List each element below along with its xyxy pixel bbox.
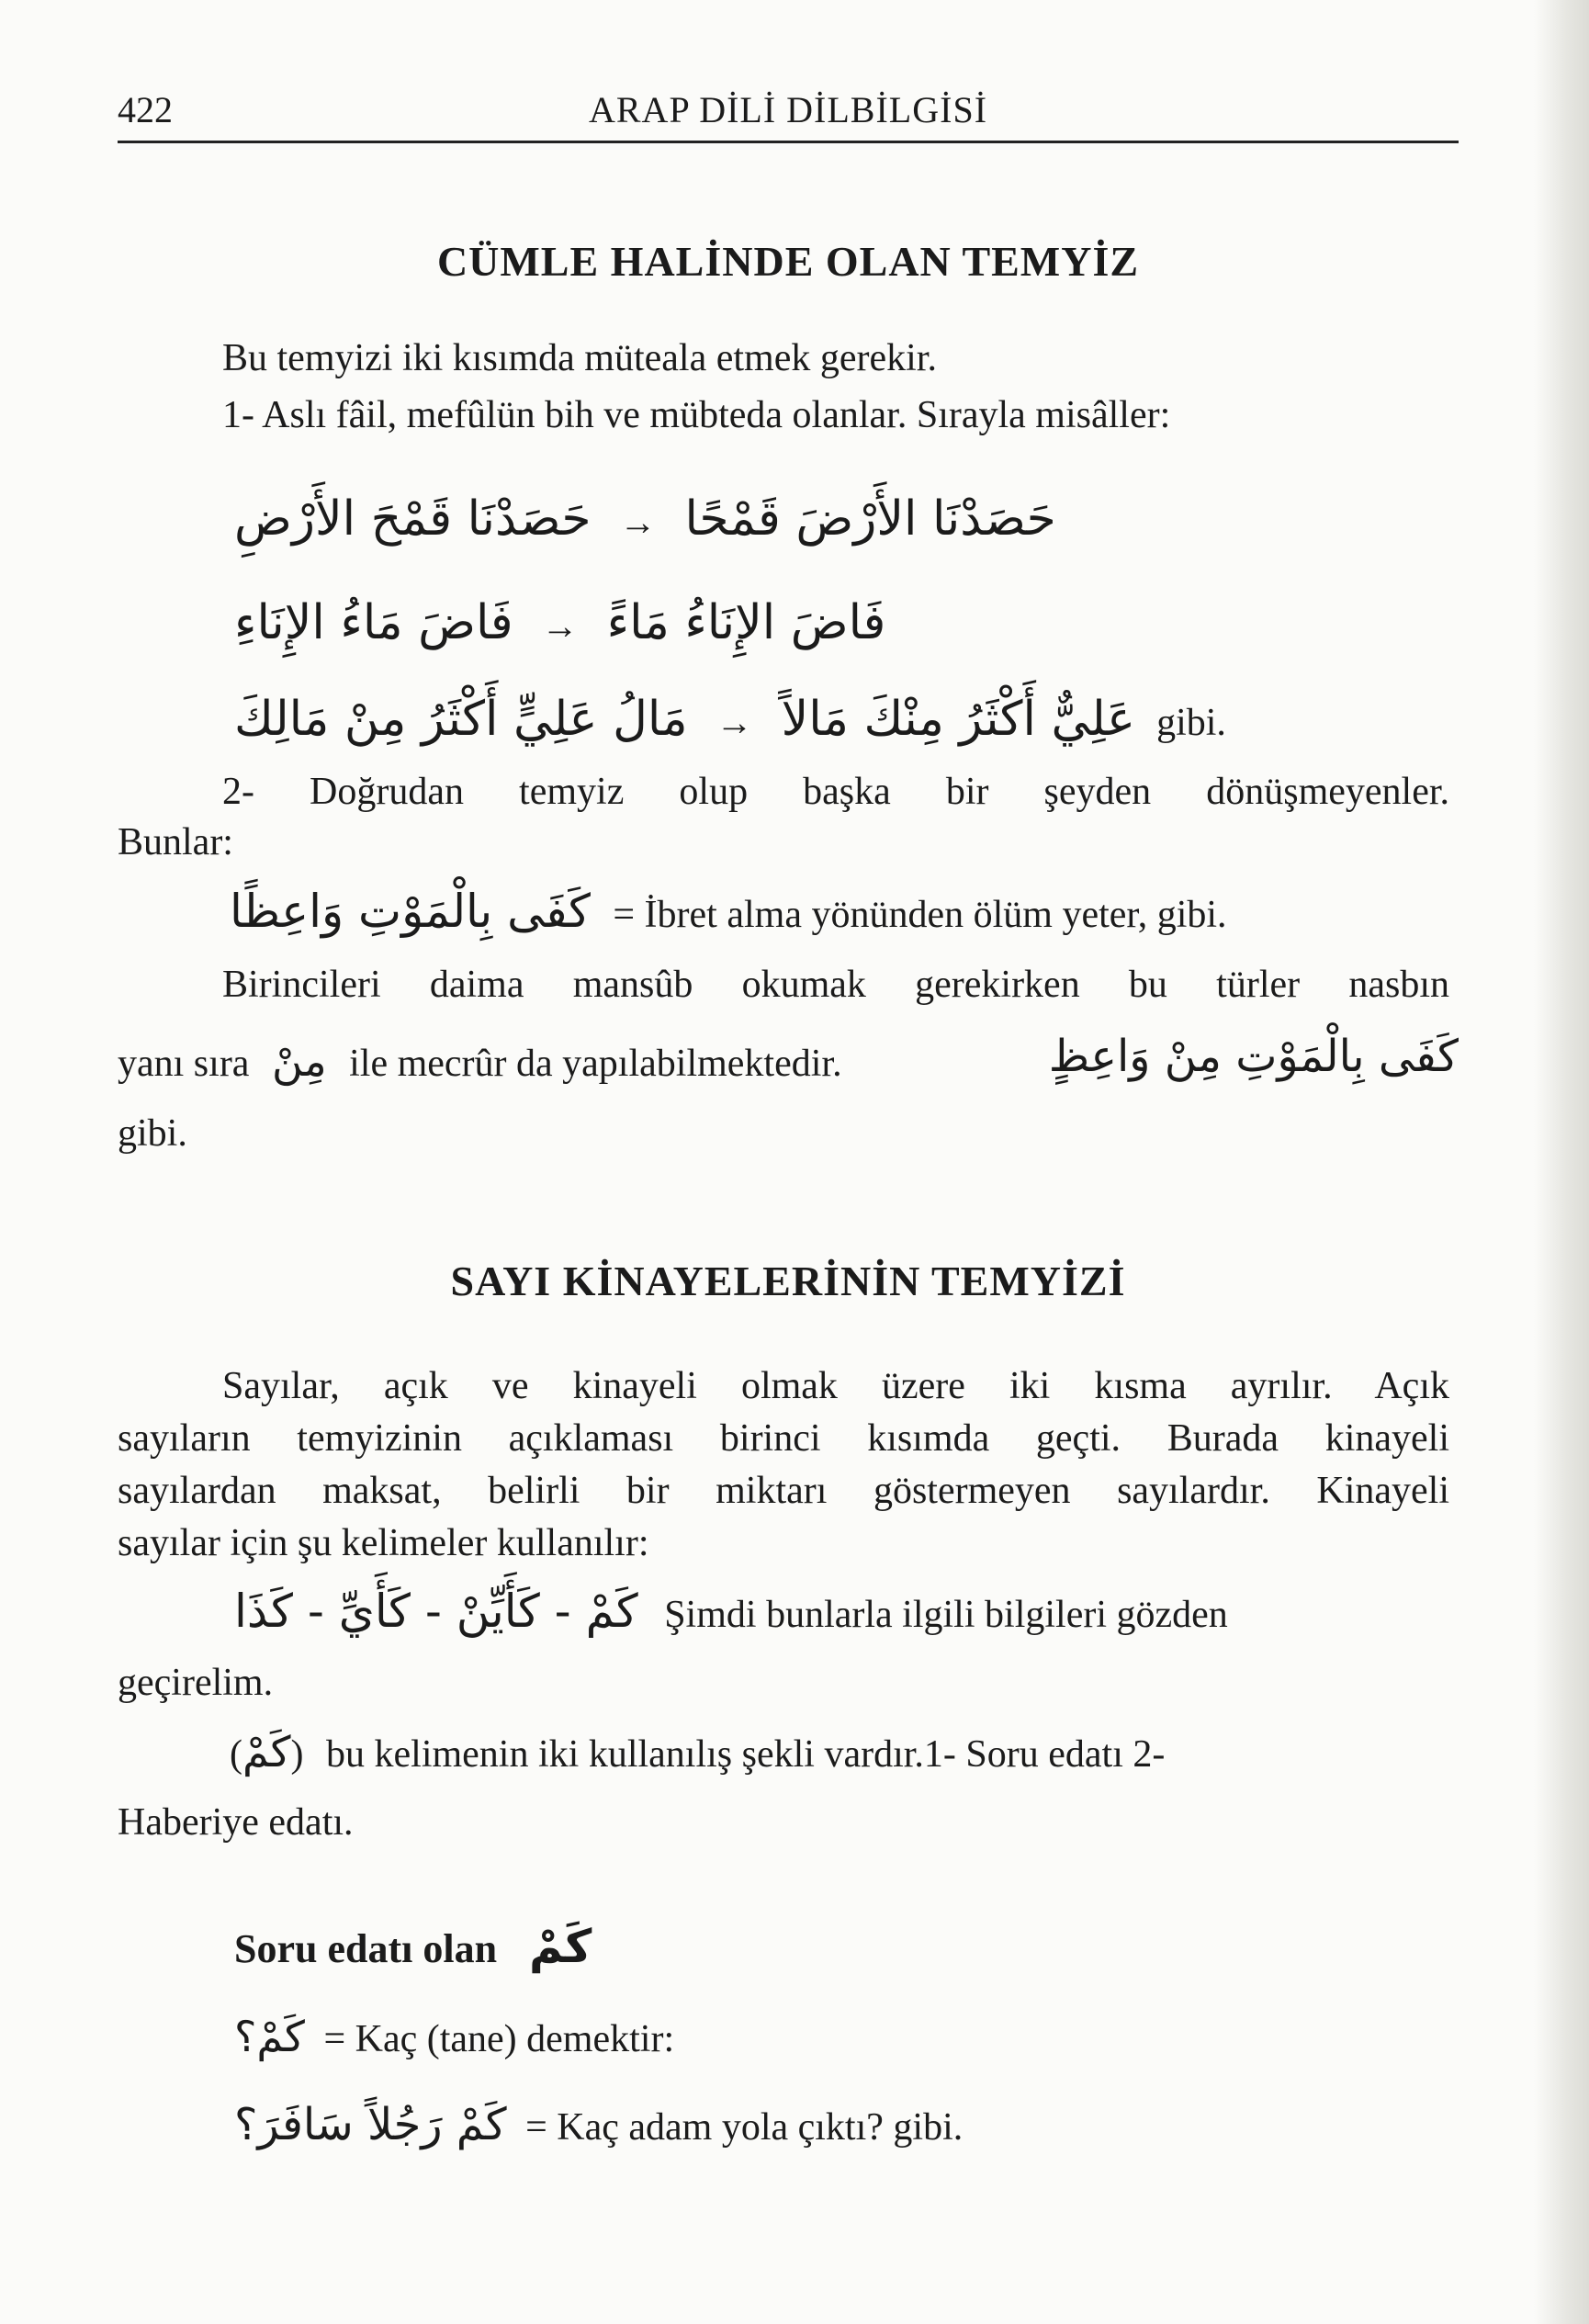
example-1-right: حَصَدْنَا الأَرْضَ قَمْحًا [684,491,1056,547]
kafa-min-arabic: كَفَى بِالْمَوْتِ مِنْ وَاعِظٍ [1048,1031,1459,1082]
example-1-left: حَصَدْنَا قَمْحَ الأَرْضِ [234,491,592,547]
example-3-suffix: gibi. [1156,702,1226,744]
example-2-left: فَاضَ مَاءُ الإِنَاءِ [234,595,513,650]
kinaye-words-line [234,1585,1228,1638]
arrow-icon: → [619,502,657,543]
sayi-line-3: sayılardan maksat, belirli bir miktarı göstermeyen sayılardır. Kinayeli [118,1470,1449,1512]
kafa-meaning: = İbret alma yönünden ölüm yeter, gibi. [613,894,1227,936]
kam-example [234,2099,963,2150]
example-kafa [230,885,1227,938]
item-1-line: 1- Aslı fâil, mefûlün bih ve mübteda olanlar. Sırayla misâller: [222,394,1171,436]
kam-arabic: كَمْ [242,1727,291,1777]
kam-definition [234,2012,674,2061]
kinaye-words-continuation: geçirelim. [118,1662,274,1704]
kinaye-words-text: Şimdi bunlarla ilgili bilgileri gözden [664,1594,1228,1636]
example-2-right: فَاضَ الإِنَاءُ مَاءً [606,595,886,650]
example-3-right: عَلِيٌّ أَكْثَرُ مِنْكَ مَالاً [781,692,1136,747]
sayi-line-1: Sayılar, açık ve kinayeli olmak üzere iki kısma ayrılır. Açık [222,1365,1449,1407]
arrow-icon: → [716,702,753,743]
kam-usage-line: (كَمْ) bu kelimenin iki kullanılış şekli vardır.1- Soru edatı 2- [230,1727,1166,1777]
min-arabic: مِنْ [271,1036,327,1086]
section-heading-sayi: SAYI KİNAYELERİNİN TEMYİZİ [450,1258,1126,1304]
kam-definition-text: = Kaç (tane) demektir: [323,2018,675,2060]
kam-usage-text: bu kelimenin iki kullanılış şekli vardır.1- Soru edatı 2- [326,1733,1166,1776]
kafa-arabic: كَفَى بِالْمَوْتِ وَاعِظًا [230,885,591,938]
item-2-line: 2- Doğrudan temyiz olup başka bir şeyden dönüşmeyenler. [222,771,1449,813]
subheading-soru [234,1920,592,1973]
kam-example-arabic: كَمْ رَجُلاً سَافَرَ؟ [234,2099,507,2150]
page-number: 422 [118,89,173,130]
example-3-left: مَالُ عَلِيٍّ أَكْثَرُ مِنْ مَالِكَ [234,692,688,747]
page-header [118,88,1459,141]
subheading-text: Soru edatı olan [234,1926,498,1971]
running-title: ARAP DİLİ DİLBİLGİSİ [588,89,988,130]
paragraph-line-1: Birincileri daima mansûb okumak gerekirken bu türler nasbın [222,964,1449,1006]
para-2-start: yanı sıra [118,1043,250,1085]
page-edge-shadow [1534,0,1589,2324]
example-row-3 [234,692,1226,747]
para-2-middle: ile mecrûr da yapılabilmektedir. [349,1043,842,1085]
section-heading-cumle: CÜMLE HALİNDE OLAN TEMYİZ [436,238,1140,285]
subheading-arabic: كَمْ [529,1920,592,1973]
paragraph-line-2 [118,1031,1459,1086]
kam-question-arabic: كَمْ؟ [234,2012,305,2061]
sayi-line-4: sayılar için şu kelimeler kullanılır: [118,1522,649,1564]
intro-line: Bu temyizi iki kısımda müteala etmek gerekir. [222,337,937,379]
header-rule [118,141,1459,143]
paragraph-line-3: gibi. [118,1112,187,1155]
kinaye-words-arabic: كَمْ - كَأَيِّنْ - كَأَيِّ - كَذَا [234,1585,638,1638]
kam-example-text: = Kaç adam yola çıktı? gibi. [525,2106,964,2149]
sayi-line-2: sayıların temyizinin açıklaması birinci kısımda geçti. Burada kinayeli [118,1417,1449,1460]
item-2-continuation: Bunlar: [118,821,233,863]
example-row-2 [234,595,885,650]
arrow-icon: → [541,605,579,647]
kam-usage-continuation: Haberiye edatı. [118,1801,354,1844]
example-row-1 [234,491,1056,547]
